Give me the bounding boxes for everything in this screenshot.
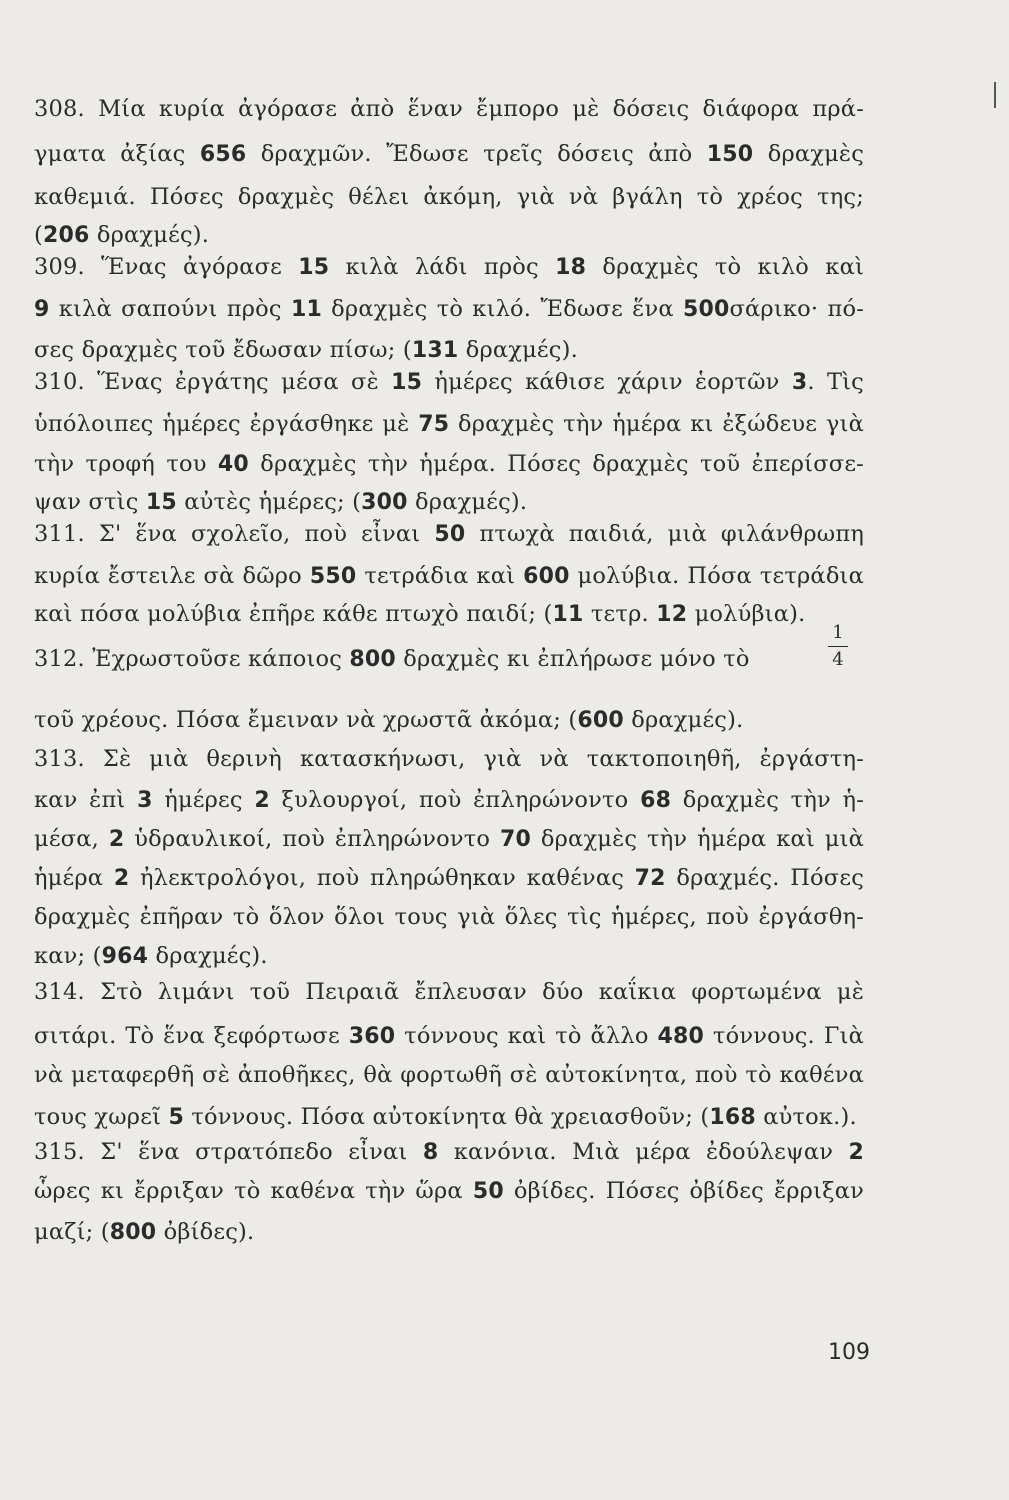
problem-309-line xyxy=(34,336,864,365)
number: 11 xyxy=(552,602,584,627)
number: 5 xyxy=(168,1105,184,1130)
page-number: 109 xyxy=(828,1340,870,1365)
text-run: ἡμέρα xyxy=(34,865,114,891)
number: 500 xyxy=(682,297,730,322)
number: 15 xyxy=(391,370,423,395)
text-run: ψαν στὶς xyxy=(34,489,146,515)
problem-312-line xyxy=(34,706,864,735)
text-run: δραχμές). xyxy=(148,943,268,969)
number: 550 xyxy=(309,564,357,589)
text-run: ὑδραυλικοί, ποὺ ἐπληρώνοντο xyxy=(124,826,500,852)
number: 2 xyxy=(848,1140,864,1165)
problem-308-line xyxy=(34,95,864,123)
text-run: σιτάρι. Τὸ ἕνα ξεφόρτωσε xyxy=(34,1023,349,1049)
number: 360 xyxy=(348,1024,396,1049)
number: 72 xyxy=(634,866,666,891)
text-run: δραχμὲς xyxy=(753,141,864,167)
number: 964 xyxy=(101,944,149,969)
number: 600 xyxy=(577,708,624,733)
number: 8 xyxy=(422,1140,439,1165)
text-run: δραχμὲς ἐπῆραν τὸ ὅλον ὅλοι τους γιὰ ὅλες τὶς ἡμέρες, ποὺ ἐργάσθη- xyxy=(34,904,864,930)
text-run: τόννους. Πόσα αὐτοκίνητα θὰ χρειασθοῦν; ( xyxy=(183,1104,710,1130)
problem-314-line xyxy=(34,1022,864,1051)
problem-310-line xyxy=(34,450,864,479)
number: 40 xyxy=(217,452,249,477)
text-run: δραχμές). xyxy=(407,489,528,515)
text-run: δραχμὲς τὴν ἡμέρα κι ἐξώδευε γιὰ xyxy=(449,411,864,437)
text-run: γματα ἀξίας xyxy=(34,141,200,167)
problem-311-line xyxy=(34,520,864,549)
number: 480 xyxy=(657,1024,705,1049)
text-run: δραχμὲς κι ἐπλήρωσε μόνο τὸ xyxy=(395,646,750,672)
number: 68 xyxy=(640,788,672,813)
problem-313-line xyxy=(34,745,864,773)
number: 2 xyxy=(108,827,125,852)
problem-310-line xyxy=(34,410,864,439)
number: 131 xyxy=(411,338,459,363)
text-run: νὰ μεταφερθῆ σὲ ἀποθῆκες, θὰ φορτωθῆ σὲ αὐτοκίνητα, ποὺ τὸ καθένα xyxy=(34,1062,864,1088)
problem-314-line xyxy=(34,1061,864,1089)
text-run: ξυλουργοί, ποὺ ἐπληρώνοντο xyxy=(269,787,641,813)
text-run: δραχμές. Πόσες xyxy=(665,865,865,891)
text-run: καὶ πόσα μολύβια ἐπῆρε κάθε πτωχὸ παιδί; ( xyxy=(34,601,553,627)
problem-309-line xyxy=(34,253,864,282)
problem-313-line xyxy=(34,942,864,971)
number: 75 xyxy=(418,412,450,437)
number: 50 xyxy=(472,1179,504,1204)
number: 15 xyxy=(298,255,330,280)
problem-313-line xyxy=(34,903,864,931)
text-run: ἡμέρες κάθισε χάριν ἑορτῶν xyxy=(422,369,792,395)
text-run: κιλὰ σαπούνι πρὸς xyxy=(49,296,291,322)
text-run: ὧρες κι ἔρριξαν τὸ καθένα τὴν ὥρα xyxy=(34,1178,473,1204)
fraction-denominator: 4 xyxy=(832,649,844,670)
number: 11 xyxy=(290,297,322,322)
text-run: 308. Μία κυρία ἀγόρασε ἀπὸ ἕναν ἔμπορο μὲ δόσεις διάφορα πρά- xyxy=(34,96,864,122)
text-run: δραχμὲς τὸ κιλὸ καὶ xyxy=(586,254,864,280)
text-run: μολύβια. Πόσα τετράδια xyxy=(569,563,864,589)
problem-308-line xyxy=(34,140,864,169)
problem-313-line xyxy=(34,786,864,815)
text-run: μολύβια). xyxy=(687,601,806,627)
text-run: 315. Σ' ἕνα στρατόπεδο εἶναι xyxy=(34,1139,423,1165)
text-run: δραχμῶν. Ἔδωσε τρεῖς δόσεις ἀπὸ xyxy=(246,141,707,167)
number: 168 xyxy=(709,1105,756,1130)
number: 206 xyxy=(42,223,90,248)
text-run: 309. Ἕνας ἀγόρασε xyxy=(34,254,299,280)
problem-315-line xyxy=(34,1218,864,1247)
fraction-numerator: 1 xyxy=(832,622,844,643)
number: 300 xyxy=(361,490,408,515)
number: 150 xyxy=(706,142,754,167)
text-run: μέσα, xyxy=(34,826,109,852)
problem-308-line xyxy=(34,183,864,211)
fraction-bar xyxy=(828,646,848,647)
text-run: κιλὰ λάδι πρὸς xyxy=(329,254,556,280)
problem-311-line xyxy=(34,562,864,591)
number: 2 xyxy=(254,788,270,813)
text-run: τοῦ χρέους. Πόσα ἔμειναν νὰ χρωστᾶ ἀκόμα; ( xyxy=(34,707,578,733)
number: 9 xyxy=(34,297,50,322)
text-run: . Τὶς xyxy=(807,369,864,395)
fraction-one-quarter xyxy=(828,622,848,671)
text-run: ( xyxy=(34,222,43,248)
number: 12 xyxy=(656,602,688,627)
text-run: ὀβίδες. Πόσες ὀβίδες ἔρριξαν xyxy=(503,1178,864,1204)
problem-310-line xyxy=(34,368,864,397)
problem-313-line xyxy=(34,864,864,893)
text-run: δραχμὲς τὴν ἡμέρα καὶ μιὰ xyxy=(531,826,864,852)
number: 50 xyxy=(434,522,466,547)
problem-313-line xyxy=(34,825,864,854)
text-run: μαζί; ( xyxy=(34,1219,110,1245)
margin-mark xyxy=(994,82,996,108)
number: 70 xyxy=(499,827,531,852)
number: 3 xyxy=(137,788,153,813)
number: 2 xyxy=(113,866,130,891)
text-run: ὀβίδες). xyxy=(156,1219,255,1245)
text-run: καν; ( xyxy=(34,943,102,969)
text-run: ἠλεκτρολόγοι, ποὺ πληρώθηκαν καθένας xyxy=(129,865,635,891)
text-run: κυρία ἔστειλε σὰ δῶρο xyxy=(34,563,310,589)
number: 800 xyxy=(349,647,396,672)
problem-308-line xyxy=(34,221,864,250)
text-run: ἡμέρες xyxy=(152,787,255,813)
text-run: 311. Σ' ἕνα σχολεῖο, ποὺ εἶναι xyxy=(34,521,435,547)
number: 3 xyxy=(791,370,808,395)
text-run: σες δραχμὲς τοῦ ἔδωσαν πίσω; ( xyxy=(34,337,412,363)
text-run: 314. Στὸ λιμάνι τοῦ Πειραιᾶ ἔπλευσαν δύο καΐκια φορτωμένα μὲ xyxy=(34,979,864,1005)
problem-312-line xyxy=(34,645,824,674)
problem-315-line xyxy=(34,1177,864,1206)
text-run: τόννους. Γιὰ xyxy=(704,1023,864,1049)
text-run: τὴν τροφή του xyxy=(34,451,218,477)
text-run: 313. Σὲ μιὰ θερινὴ κατασκήνωσι, γιὰ νὰ τακτοποιηθῆ, ἐργάστη- xyxy=(34,746,864,772)
text-run: καθεμιά. Πόσες δραχμὲς θέλει ἀκόμη, γιὰ νὰ βγάλη τὸ χρέος της; xyxy=(34,184,864,210)
text-run: δραχμές). xyxy=(89,222,210,248)
text-run: τόννους καὶ τὸ ἄλλο xyxy=(395,1023,658,1049)
problem-314-line xyxy=(34,1103,864,1132)
number: 800 xyxy=(109,1220,157,1245)
text-run: δραχμές). xyxy=(623,707,744,733)
text-run: τετράδια καὶ xyxy=(356,563,524,589)
text-run: τους χωρεῖ xyxy=(34,1104,169,1130)
text-run: πτωχὰ παιδιά, μιὰ φιλάνθρωπη xyxy=(465,521,864,547)
problem-310-line xyxy=(34,488,864,517)
number: 15 xyxy=(145,490,177,515)
text-run: δραχμές). xyxy=(458,337,578,363)
text-run: σάρικο· πό- xyxy=(729,296,864,322)
text-run: αὐτὲς ἡμέρες; ( xyxy=(176,489,362,515)
text-run: ὑπόλοιπες ἡμέρες ἐργάσθηκε μὲ xyxy=(34,411,419,437)
text-run: καν ἐπὶ xyxy=(34,787,138,813)
number: 18 xyxy=(555,255,587,280)
text-run: δραχμὲς τὴν ἡμέρα. Πόσες δραχμὲς τοῦ ἐπερίσσε- xyxy=(248,451,864,477)
problem-311-line xyxy=(34,600,864,629)
problem-309-line xyxy=(34,295,864,324)
number: 600 xyxy=(523,564,570,589)
text-run: 310. Ἕνας ἐργάτης μέσα σὲ xyxy=(34,369,392,395)
text-run: αὐτοκ.). xyxy=(755,1104,857,1130)
number: 656 xyxy=(199,142,247,167)
text-run: τετρ. xyxy=(583,601,657,627)
text-run: 312. Ἐχρωστοῦσε κάποιος xyxy=(34,646,350,672)
problem-315-line xyxy=(34,1138,864,1167)
text-run: δραχμὲς τὸ κιλό. Ἔδωσε ἕνα xyxy=(321,296,683,322)
text-run: κανόνια. Μιὰ μέρα ἐδούλεψαν xyxy=(438,1139,849,1165)
text-run: δραχμὲς τὴν ἡ- xyxy=(671,787,865,813)
problem-314-line xyxy=(34,978,864,1006)
